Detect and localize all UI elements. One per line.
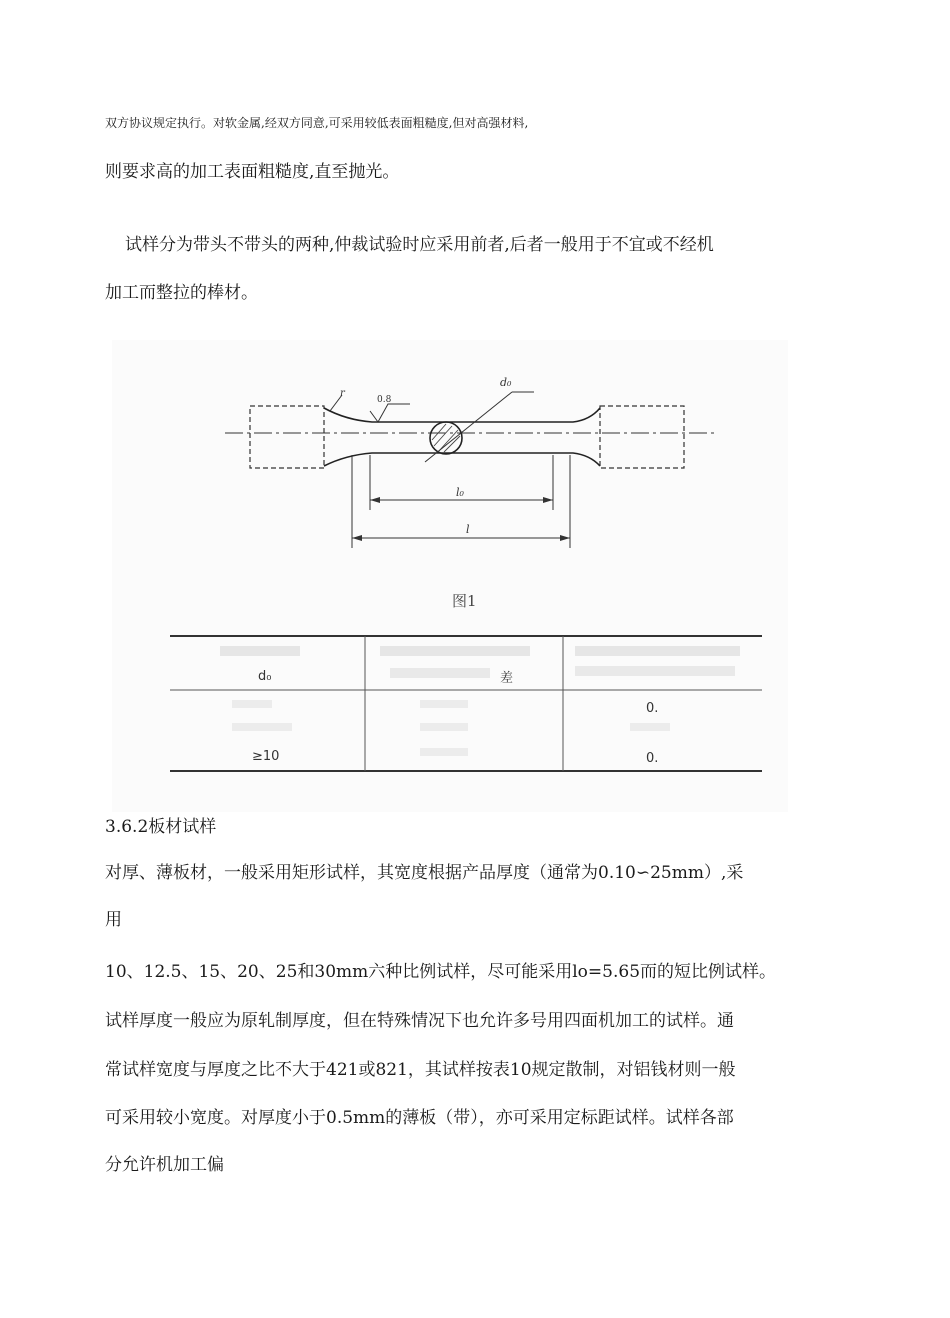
paragraph-line-4: 试样厚度一般应为原轧制厚度，但在特殊情况下也允许多号用四面机加工的试样。通	[105, 1011, 734, 1031]
paragraph-line-7: 分允许机加工偏	[105, 1155, 224, 1175]
label-d0: d₀	[500, 376, 512, 389]
label-l0: l₀	[456, 486, 464, 499]
text-line-2: 则要求高的加工表面粗糙度,直至抛光。	[105, 162, 400, 182]
section-heading: 3.6.2板材试样	[105, 817, 217, 837]
paragraph-line-6: 可采用较小宽度。对厚度小于0.5mm的薄板（带），亦可采用定标距试样。试样各部	[105, 1108, 734, 1128]
table-row-3-diameter: ≥10	[252, 749, 280, 764]
table-header-d0: d₀	[258, 669, 272, 684]
figure-caption: 图1	[452, 592, 477, 610]
text-line-3: 试样分为带头不带头的两种,仲裁试验时应采用前者,后者一般用于不宜或不经机	[125, 235, 714, 255]
paragraph-line-2: 用	[105, 910, 122, 930]
label-r: r	[340, 388, 345, 399]
table-header-tolerance: 差	[500, 671, 514, 686]
table-row-1-tolerance: 0.	[646, 701, 659, 716]
table-row-3-tolerance: 0.	[646, 751, 659, 766]
paragraph-line-1: 对厚、薄板材，一般采用矩形试样，其宽度根据产品厚度（通常为0.10∽25mm）,采	[105, 863, 744, 883]
paragraph-line-3: 10、12.5、15、20、25和30mm六种比例试样，尽可能采用lo=5.65而的短比例试样。	[105, 962, 777, 982]
roughness-value: 0.8	[377, 395, 392, 405]
label-l: l	[466, 523, 470, 536]
paragraph-line-5: 常试样宽度与厚度之比不大于421或821，其试样按表10规定散制，对铝钱材则一般	[105, 1060, 736, 1080]
text-line-4: 加工而整拉的棒材。	[105, 283, 258, 303]
text-line-1: 双方协议规定执行。对软金属,经双方同意,可采用较低表面粗糙度,但对高强材料,	[105, 116, 529, 130]
